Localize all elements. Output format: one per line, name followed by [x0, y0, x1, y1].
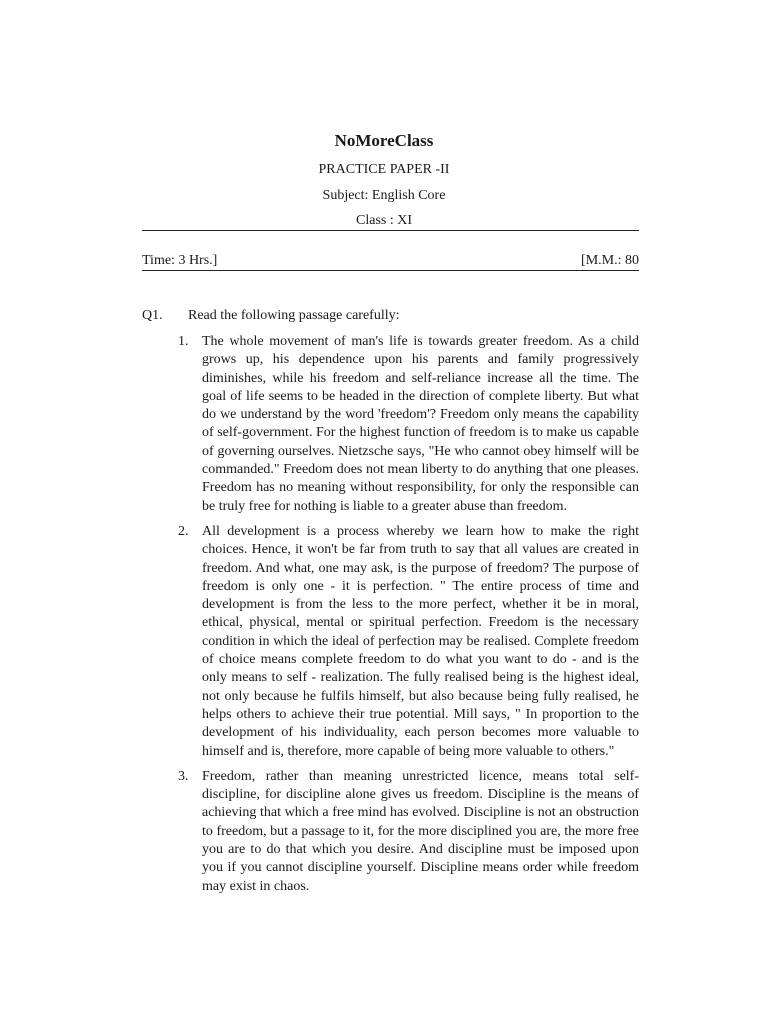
- paragraph-number: 2.: [178, 523, 189, 539]
- passage-paragraph: [178, 333, 639, 516]
- passage-paragraph-list: [178, 333, 639, 903]
- paragraph-number: 3.: [178, 768, 189, 784]
- class-line: Class : XI: [356, 213, 412, 228]
- exam-meta-row: [142, 252, 639, 270]
- paragraph-text: All development is a process whereby we learn how to make the right choices. Hence, it won't be far from truth to say that all values are created in freedom. And what, one may ask, is the purpose of freedom? The purpose of freedom is only one - it is perfection. " The entire process of time and development is from the less to the more perfect, whether it be in moral, ethical, physical, mental or spiritual perfection. Freedom is the necessary condition in which the ideal of perfection may be realised. Complete freedom of choice means complete freedom to do what you want to do - and is the only means to self - realization. The fully realised being is the highest ideal, not only because he fulfils himself, but also because being fully realised, he helps others to achieve their true potential. Mill says, " In proportion to the development of his individuality, each person becomes more valuable to himself and is, therefore, more capable of being more valuable to others.": [202, 523, 639, 759]
- brand-title: NoMoreClass: [334, 131, 434, 150]
- passage-paragraph: [178, 768, 639, 896]
- paragraph-text: Freedom, rather than meaning unrestricted licence, means total self-discipline, for discipline alone gives us freedom. Discipline is the means of achieving that which a free mind has evolved. Discipline is not an obstruction to freedom, but a passage to it, for the more disciplined you are, the more free you are to do that which you desire. And discipline must be imposed upon you if you cannot discipline yourself. Discipline means order while freedom may exist in chaos.: [202, 768, 639, 894]
- header-divider-bottom: [142, 270, 639, 271]
- passage-paragraph: [178, 523, 639, 761]
- paragraph-number: 1.: [178, 334, 189, 349]
- header-divider-top: [142, 230, 639, 231]
- max-marks-label: [M.M.: 80: [581, 253, 639, 268]
- paragraph-text: The whole movement of man's life is towards greater freedom. As a child grows up, his dependence upon his parents and family progressively diminishes, while his freedom and self-reliance increase all the time. The goal of life seems to be headed in the direction of complete liberty. But what do we understand by the word 'freedom'? Freedom only means the capability of self-government. For the highest function of freedom is to make us capable of governing ourselves. Nietzsche says, "He who cannot obey himself will be commanded." Freedom does not mean liberty to do anything that one pleases. Freedom has no meaning without responsibility, for only the responsible can be truly free for nothing is liable to a greater abuse than freedom.: [202, 334, 639, 514]
- question-number: Q1.: [142, 308, 163, 323]
- question-instruction: Read the following passage carefully:: [188, 308, 400, 323]
- subject-line: Subject: English Core: [322, 188, 446, 203]
- time-label: Time: 3 Hrs.]: [142, 253, 218, 268]
- paper-title: PRACTICE PAPER -II: [318, 162, 450, 177]
